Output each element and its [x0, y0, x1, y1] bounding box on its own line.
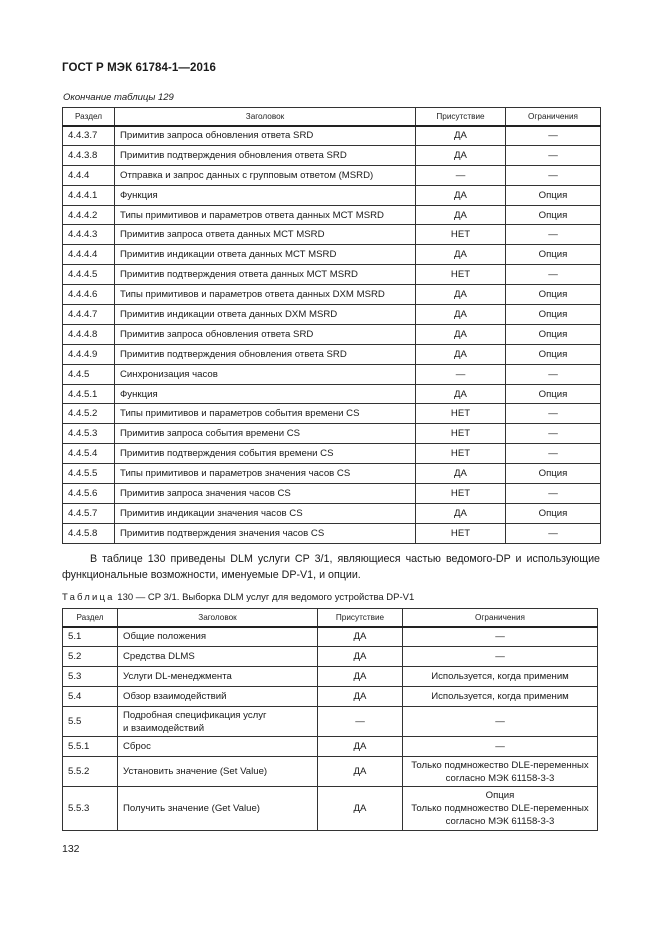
table-row — [63, 667, 598, 687]
cell-constraint: — — [506, 265, 601, 285]
cell-title: Средства DLMS — [118, 647, 318, 667]
cell-presence: ДА — [318, 647, 403, 667]
cell-section: 4.4.5.6 — [63, 484, 115, 504]
cell-title: Примитив подтверждения ответа данных МСТ MSRD — [115, 265, 416, 285]
cell-section: 5.5.3 — [63, 787, 118, 831]
cell-presence: НЕТ — [416, 523, 506, 543]
paragraph-text: В таблице 130 приведены DLM услуги CP 3/1, являющиеся частью ведомого-DP и использующие функциональные возможности, именуемые DP-V1, и опции. — [62, 553, 600, 581]
cell-title: Отправка и запрос данных с групповым ответом (MSRD) — [115, 165, 416, 185]
cell-section: 4.4.5.3 — [63, 424, 115, 444]
table-row — [63, 205, 601, 225]
cell-title: Синхронизация часов — [115, 364, 416, 384]
table-130-caption-text: 130 — CP 3/1. Выборка DLM услуг для ведомого устройства DP-V1 — [117, 592, 415, 603]
cell-section: 4.4.4.6 — [63, 285, 115, 305]
cell-section: 4.4.4.8 — [63, 324, 115, 344]
cell-section: 4.4.4.9 — [63, 344, 115, 364]
table-header-row — [63, 108, 601, 126]
table-row — [63, 145, 601, 165]
cell-title: Получить значение (Get Value) — [118, 787, 318, 831]
cell-title: Обзор взаимодействий — [118, 687, 318, 707]
cell-section: 4.4.4.4 — [63, 245, 115, 265]
cell-title: Примитив запроса обновления ответа SRD — [115, 324, 416, 344]
cell-title — [118, 707, 318, 737]
cell-title: Функция — [115, 185, 416, 205]
table-130-caption-label: Таблица — [62, 592, 115, 603]
cell-presence: ДА — [318, 627, 403, 647]
table-row — [63, 185, 601, 205]
cell-constraint: — — [506, 444, 601, 464]
table-row — [63, 126, 601, 146]
cell-section: 4.4.5.4 — [63, 444, 115, 464]
cell-presence: НЕТ — [416, 484, 506, 504]
cell-section: 4.4.4.5 — [63, 265, 115, 285]
cell-presence: — — [318, 707, 403, 737]
cell-constraint — [403, 787, 598, 831]
cell-constraint: Опция — [506, 464, 601, 484]
cell-section: 4.4.5.8 — [63, 523, 115, 543]
cell-title-line: и взаимодействий — [123, 722, 205, 734]
cell-section: 4.4.4.7 — [63, 305, 115, 325]
table-row — [63, 245, 601, 265]
page-number: 132 — [62, 843, 80, 855]
cell-section: 5.3 — [63, 667, 118, 687]
cell-constraint: Опция — [506, 305, 601, 325]
cell-constraint: — — [403, 707, 598, 737]
cell-constraint: — — [506, 145, 601, 165]
cell-section: 5.4 — [63, 687, 118, 707]
table-row — [63, 404, 601, 424]
cell-presence: ДА — [416, 503, 506, 523]
column-header-section: Раздел — [63, 108, 115, 126]
table-row — [63, 707, 598, 737]
table-129 — [62, 107, 601, 544]
table-row — [63, 384, 601, 404]
cell-section: 4.4.5.1 — [63, 384, 115, 404]
body-paragraph — [62, 551, 600, 583]
table-row — [63, 484, 601, 504]
cell-constraint: Опция — [506, 503, 601, 523]
cell-constraint: — — [506, 225, 601, 245]
cell-presence: ДА — [416, 205, 506, 225]
cell-presence: НЕТ — [416, 225, 506, 245]
cell-constraint: Опция — [506, 185, 601, 205]
table-row — [63, 344, 601, 364]
cell-section: 4.4.5.2 — [63, 404, 115, 424]
column-header-section: Раздел — [63, 609, 118, 627]
cell-presence: — — [416, 364, 506, 384]
cell-section: 4.4.4 — [63, 165, 115, 185]
cell-constraint: — — [506, 523, 601, 543]
cell-title: Типы примитивов и параметров ответа данных DXM MSRD — [115, 285, 416, 305]
cell-constraint: — — [506, 165, 601, 185]
cell-title: Примитив индикации ответа данных МСТ MSRD — [115, 245, 416, 265]
column-header-title: Заголовок — [118, 609, 318, 627]
cell-presence: НЕТ — [416, 444, 506, 464]
cell-title: Примитив запроса значения часов CS — [115, 484, 416, 504]
cell-constraint: Опция — [506, 245, 601, 265]
cell-presence: ДА — [416, 305, 506, 325]
document-header: ГОСТ Р МЭК 61784-1—2016 — [62, 62, 216, 74]
cell-title: Услуги DL-менеджмента — [118, 667, 318, 687]
cell-constraint-line: Только подмножество DLE-переменных — [411, 759, 589, 771]
cell-title: Примитив подтверждения обновления ответа SRD — [115, 344, 416, 364]
cell-constraint: — — [506, 484, 601, 504]
cell-title: Примитив запроса обновления ответа SRD — [115, 126, 416, 146]
cell-presence: ДА — [416, 285, 506, 305]
cell-presence: ДА — [318, 757, 403, 787]
table-row — [63, 737, 598, 757]
cell-constraint: — — [403, 737, 598, 757]
column-header-constraints: Ограничения — [403, 609, 598, 627]
cell-constraint: Опция — [506, 344, 601, 364]
table-row — [63, 687, 598, 707]
cell-section: 4.4.4.3 — [63, 225, 115, 245]
cell-section: 4.4.3.8 — [63, 145, 115, 165]
cell-constraint: — — [403, 647, 598, 667]
table-130-caption — [62, 592, 414, 603]
table-row — [63, 503, 601, 523]
cell-title: Установить значение (Set Value) — [118, 757, 318, 787]
cell-title: Примитив подтверждения события времени CS — [115, 444, 416, 464]
cell-presence: ДА — [416, 324, 506, 344]
cell-presence: НЕТ — [416, 265, 506, 285]
table-row — [63, 647, 598, 667]
cell-presence: ДА — [318, 737, 403, 757]
table-row — [63, 305, 601, 325]
table-129-caption: Окончание таблицы 129 — [63, 92, 174, 103]
cell-presence: НЕТ — [416, 424, 506, 444]
cell-title: Примитив запроса ответа данных МСТ MSRD — [115, 225, 416, 245]
cell-section: 4.4.3.7 — [63, 126, 115, 146]
cell-presence: ДА — [416, 245, 506, 265]
cell-constraint: — — [506, 424, 601, 444]
cell-constraint: Используется, когда применим — [403, 667, 598, 687]
table-row — [63, 265, 601, 285]
cell-section: 5.5.2 — [63, 757, 118, 787]
cell-title: Примитив индикации ответа данных DXM MSRD — [115, 305, 416, 325]
cell-presence: НЕТ — [416, 404, 506, 424]
cell-constraint: Опция — [506, 324, 601, 344]
cell-constraint: Опция — [506, 384, 601, 404]
cell-title: Общие положения — [118, 627, 318, 647]
cell-presence: ДА — [416, 384, 506, 404]
cell-constraint: Используется, когда применим — [403, 687, 598, 707]
table-row — [63, 444, 601, 464]
cell-constraint — [403, 757, 598, 787]
table-row — [63, 523, 601, 543]
cell-title: Типы примитивов и параметров ответа данных МСТ MSRD — [115, 205, 416, 225]
cell-title: Примитив подтверждения значения часов CS — [115, 523, 416, 543]
table-row — [63, 225, 601, 245]
cell-title: Типы примитивов и параметров значения часов CS — [115, 464, 416, 484]
cell-presence: ДА — [318, 687, 403, 707]
cell-constraint: — — [506, 364, 601, 384]
cell-title: Сброс — [118, 737, 318, 757]
table-header-row — [63, 609, 598, 627]
cell-section: 4.4.5 — [63, 364, 115, 384]
column-header-presence: Присутствие — [318, 609, 403, 627]
cell-presence: ДА — [416, 126, 506, 146]
cell-section: 5.5.1 — [63, 737, 118, 757]
table-row — [63, 285, 601, 305]
cell-constraint: — — [506, 404, 601, 424]
table-row — [63, 324, 601, 344]
cell-title: Функция — [115, 384, 416, 404]
column-header-constraints: Ограничения — [506, 108, 601, 126]
cell-title-line: Подробная спецификация услуг — [123, 709, 267, 721]
cell-constraint-line: согласно МЭК 61158-3-3 — [445, 816, 555, 827]
cell-title: Примитив запроса события времени CS — [115, 424, 416, 444]
table-row — [63, 787, 598, 831]
column-header-presence: Присутствие — [416, 108, 506, 126]
cell-section: 4.4.5.5 — [63, 464, 115, 484]
column-header-title: Заголовок — [115, 108, 416, 126]
cell-constraint-line: согласно МЭК 61158-3-3 — [445, 772, 555, 784]
cell-presence: ДА — [416, 344, 506, 364]
table-130 — [62, 608, 598, 831]
cell-section: 5.1 — [63, 627, 118, 647]
cell-section: 4.4.5.7 — [63, 503, 115, 523]
cell-section: 5.5 — [63, 707, 118, 737]
cell-section: 4.4.4.2 — [63, 205, 115, 225]
cell-section: 5.2 — [63, 647, 118, 667]
cell-section: 4.4.4.1 — [63, 185, 115, 205]
table-row — [63, 757, 598, 787]
cell-title: Примитив индикации значения часов CS — [115, 503, 416, 523]
cell-presence: ДА — [416, 464, 506, 484]
cell-constraint: — — [506, 126, 601, 146]
cell-constraint-line: Только подмножество DLE-переменных — [411, 803, 589, 814]
cell-constraint: — — [403, 627, 598, 647]
table-row — [63, 464, 601, 484]
cell-presence: — — [416, 165, 506, 185]
cell-constraint: Опция — [506, 285, 601, 305]
cell-presence: ДА — [416, 185, 506, 205]
table-row — [63, 364, 601, 384]
table-row — [63, 627, 598, 647]
table-row — [63, 165, 601, 185]
cell-presence: ДА — [318, 667, 403, 687]
cell-title: Примитив подтверждения обновления ответа SRD — [115, 145, 416, 165]
cell-presence: ДА — [416, 145, 506, 165]
cell-constraint: Опция — [506, 205, 601, 225]
cell-presence: ДА — [318, 787, 403, 831]
table-row — [63, 424, 601, 444]
cell-constraint-line: Опция — [485, 790, 515, 801]
cell-title: Типы примитивов и параметров события времени CS — [115, 404, 416, 424]
